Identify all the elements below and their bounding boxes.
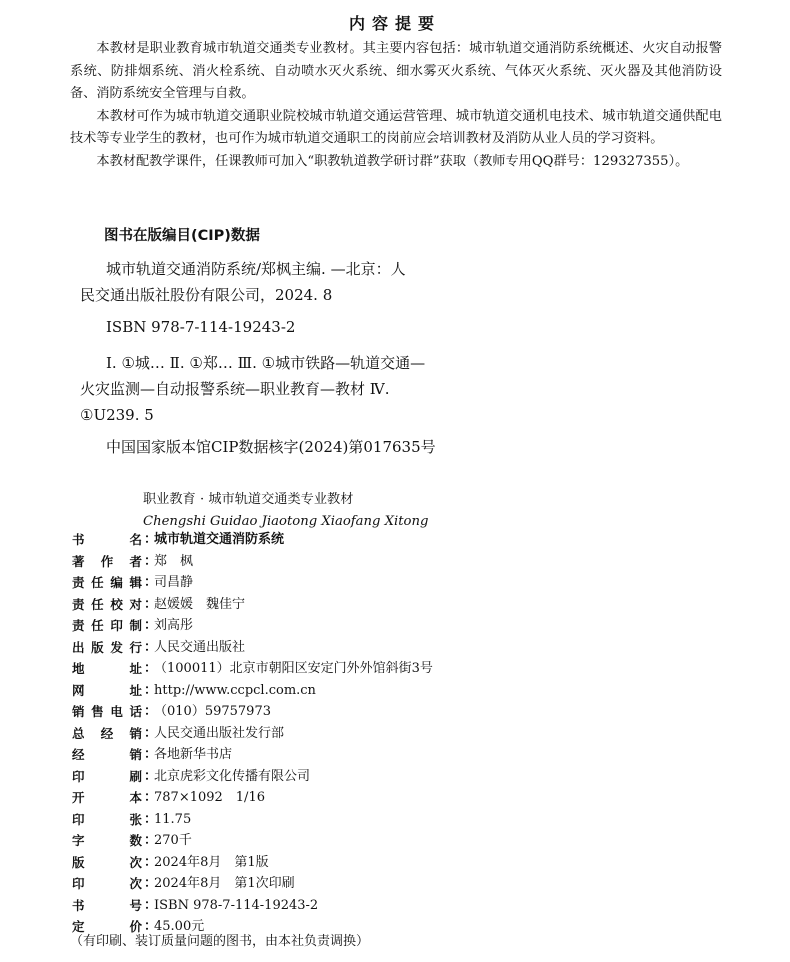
detail-row <box>72 551 712 573</box>
cip-line: 民交通出版社股份有限公司，2024. 8 <box>80 286 333 304</box>
detail-value: 城市轨道交通消防系统 <box>154 532 285 547</box>
detail-colon: ： <box>144 639 158 655</box>
detail-label: 印 张 <box>72 811 142 827</box>
detail-row <box>72 830 712 852</box>
cip-heading: 图书在版编目(CIP)数据 <box>104 228 260 244</box>
detail-label: 销 售 电 话 <box>72 704 142 719</box>
detail-label: 书 名 <box>72 532 142 547</box>
publication-details <box>72 529 712 938</box>
detail-colon: ： <box>144 682 158 698</box>
detail-value: （100011）北京市朝阳区安定门外外馆斜街3号 <box>154 661 433 676</box>
detail-colon: ： <box>144 553 158 569</box>
detail-colon: ： <box>144 854 158 870</box>
detail-row <box>72 895 712 917</box>
detail-row <box>72 787 712 809</box>
detail-label: 著 作 者 <box>72 553 142 569</box>
cip-record-number: 中国国家版本馆CIP数据核字(2024)第017635号 <box>106 438 436 456</box>
detail-value: 45.00元 <box>154 919 205 934</box>
summary-title: 内容提要 <box>348 14 441 33</box>
detail-value: 赵媛媛 魏佳宁 <box>154 596 246 612</box>
detail-row <box>72 723 712 745</box>
detail-label: 字 数 <box>72 833 142 848</box>
detail-row <box>72 529 712 551</box>
summary-paragraph: 本教材是职业教育城市轨道交通类专业教材。其主要内容包括：城市轨道交通消防系统概述、火灾自动报警系统、防排烟系统、消火栓系统、自动喷水灭火系统、细水雾灭火系统、气体灭火系统、灭火器及其他消防设备、消防系统安全管理与自救。 <box>70 41 722 102</box>
detail-value: 刘高彤 <box>154 618 194 633</box>
detail-row <box>72 658 712 680</box>
detail-value: http://www.ccpcl.com.cn <box>154 682 316 698</box>
detail-colon: ： <box>144 725 158 741</box>
detail-row <box>72 766 712 788</box>
series-title: 职业教育 · 城市轨道交通类专业教材 <box>143 492 354 507</box>
detail-label: 网 址 <box>72 682 142 698</box>
detail-label: 开 本 <box>72 790 142 805</box>
detail-colon: ： <box>144 575 158 590</box>
detail-colon: ： <box>144 596 158 612</box>
detail-label: 责 任 编 辑 <box>72 575 142 590</box>
cip-isbn: ISBN 978-7-114-19243-2 <box>106 318 296 336</box>
detail-row <box>72 680 712 702</box>
detail-colon: ： <box>144 833 158 848</box>
detail-colon: ： <box>144 876 158 891</box>
detail-colon: ： <box>144 768 158 784</box>
detail-label: 印 次 <box>72 876 142 891</box>
detail-value: 787×1092 1/16 <box>154 790 265 805</box>
detail-row <box>72 637 712 659</box>
detail-value: 郑 枫 <box>154 553 194 569</box>
detail-label: 书 号 <box>72 897 142 913</box>
detail-label: 出 版 发 行 <box>72 639 142 655</box>
detail-value: 司昌静 <box>154 575 194 590</box>
detail-row <box>72 615 712 637</box>
footnote: （有印刷、装订质量问题的图书，由本社负责调换） <box>70 934 370 949</box>
detail-label: 责 任 印 制 <box>72 618 142 633</box>
detail-row <box>72 594 712 616</box>
summary-block <box>70 38 722 174</box>
detail-label: 版 次 <box>72 854 142 870</box>
detail-colon: ： <box>144 661 158 676</box>
detail-value: 人民交通出版社 <box>154 639 246 655</box>
detail-row <box>72 701 712 723</box>
detail-value: 人民交通出版社发行部 <box>154 725 285 741</box>
detail-value: 2024年8月 第1版 <box>154 854 269 870</box>
detail-label: 总 经 销 <box>72 725 142 741</box>
detail-row <box>72 873 712 895</box>
series-block <box>143 489 428 533</box>
detail-value: ISBN 978-7-114-19243-2 <box>154 897 319 913</box>
summary-paragraph: 本教材可作为城市轨道交通职业院校城市轨道交通运营管理、城市轨道交通机电技术、城市轨道交通供配电技术等专业学生的教材，也可作为城市轨道交通职工的岗前应会培训教材及消防从业人员的学习资料。 <box>70 108 722 147</box>
detail-value: 270千 <box>154 833 192 848</box>
detail-colon: ： <box>144 919 158 934</box>
detail-label: 责 任 校 对 <box>72 596 142 612</box>
detail-colon: ： <box>144 704 158 719</box>
detail-colon: ： <box>144 532 158 547</box>
series-pinyin: Chengshi Guidao Jiaotong Xiaofang Xitong <box>143 514 429 529</box>
cip-line: ①U239. 5 <box>80 406 154 424</box>
detail-colon: ： <box>144 747 158 762</box>
detail-label: 印 刷 <box>72 768 142 784</box>
detail-value: （010）59757973 <box>154 704 271 719</box>
cip-block <box>80 256 640 460</box>
detail-value: 11.75 <box>154 811 192 827</box>
detail-value: 北京虎彩文化传播有限公司 <box>154 768 311 784</box>
summary-paragraph: 本教材配教学课件，任课教师可加入“职教轨道教学研讨群”获取（教师专用QQ群号：129327355）。 <box>96 153 689 169</box>
detail-value: 2024年8月 第1次印刷 <box>154 876 295 891</box>
detail-label: 定 价 <box>72 919 142 934</box>
detail-row <box>72 744 712 766</box>
cip-line: 城市轨道交通消防系统/郑枫主编. —北京：人 <box>106 260 406 278</box>
detail-row <box>72 572 712 594</box>
cip-line: 火灾监测—自动报警系统—职业教育—教材 Ⅳ. <box>80 380 390 398</box>
detail-colon: ： <box>144 897 158 913</box>
detail-colon: ： <box>144 618 158 633</box>
detail-label: 地 址 <box>72 661 142 676</box>
detail-colon: ： <box>144 811 158 827</box>
detail-label: 经 销 <box>72 747 142 762</box>
detail-row <box>72 809 712 831</box>
detail-colon: ： <box>144 790 158 805</box>
detail-value: 各地新华书店 <box>154 747 233 762</box>
cip-line: Ⅰ. ①城… Ⅱ. ①郑… Ⅲ. ①城市铁路—轨道交通— <box>106 354 426 372</box>
detail-row <box>72 852 712 874</box>
